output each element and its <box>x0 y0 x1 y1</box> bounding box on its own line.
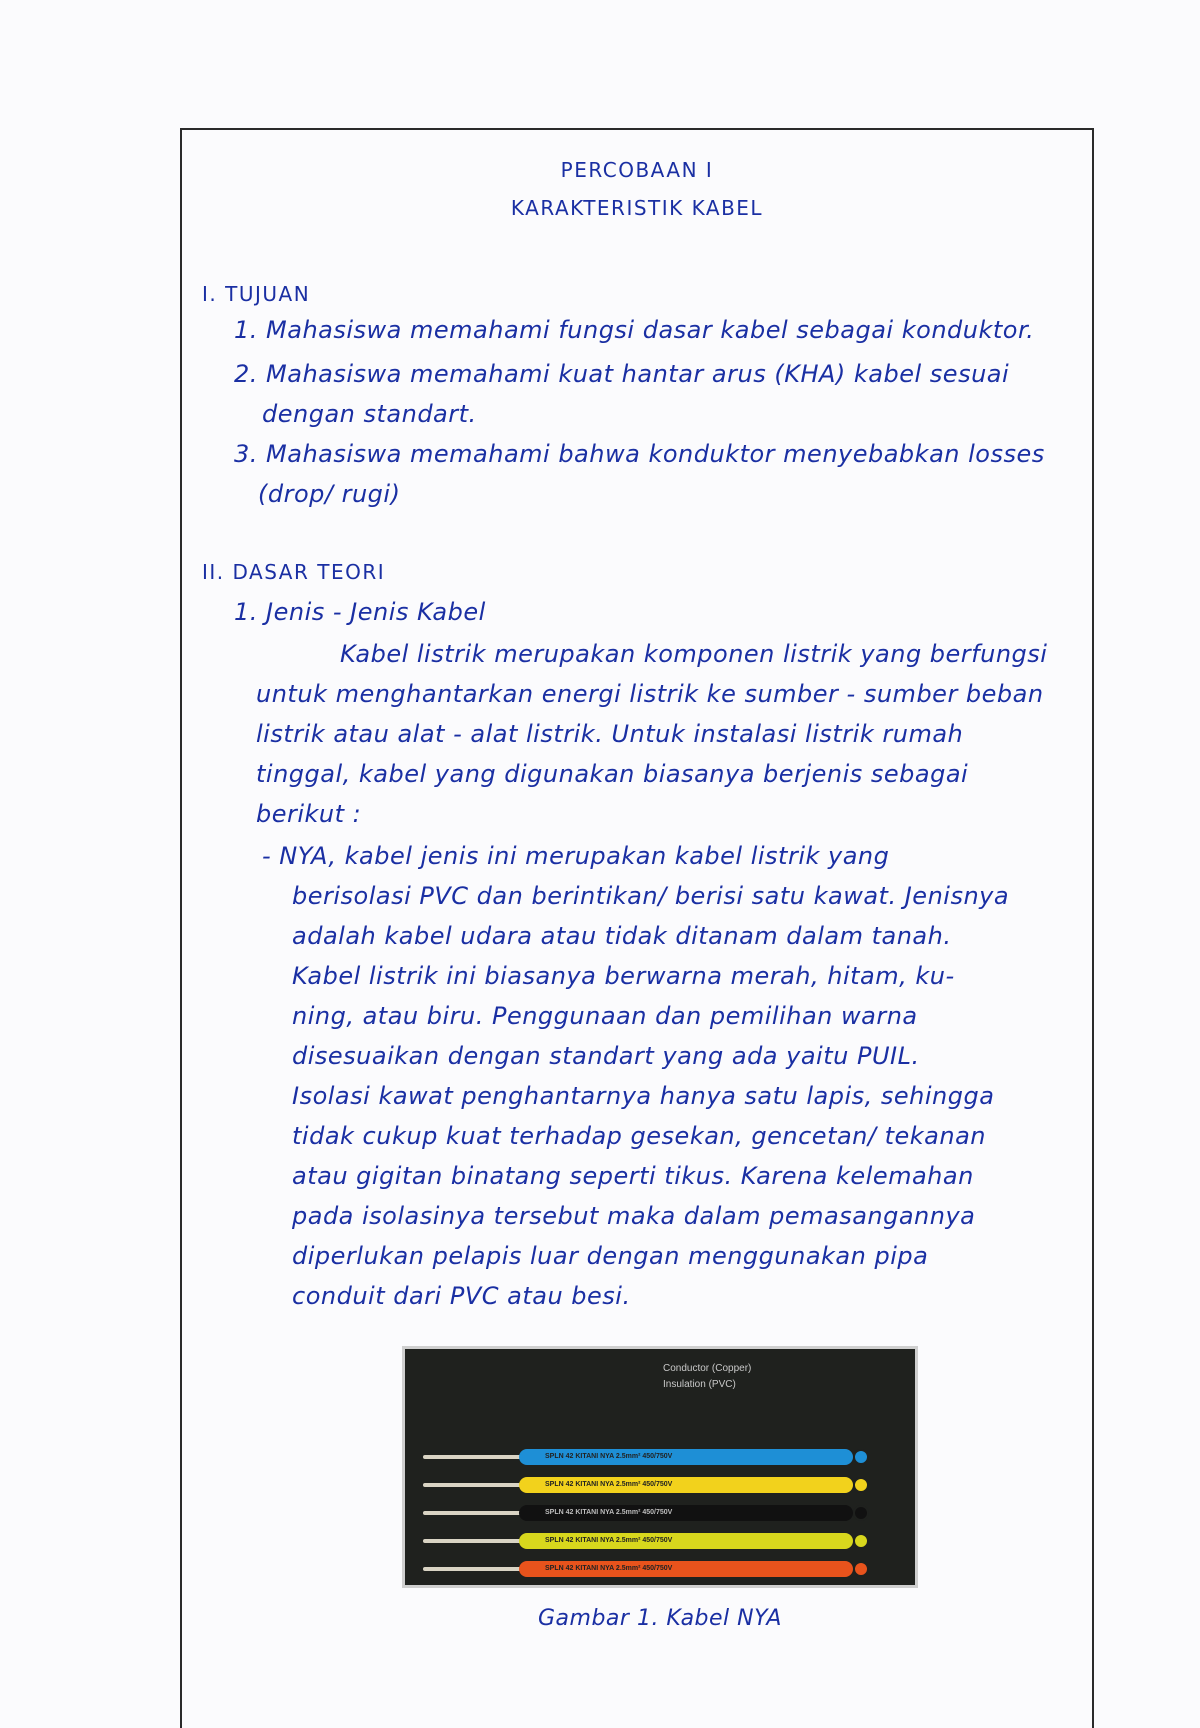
bullet-line-5: ning, atau biru. Penggunaan dan pemilihan warna <box>292 1002 918 1030</box>
tujuan-item-3-cont: (drop/ rugi) <box>258 480 401 508</box>
bullet-line-8: tidak cukup kuat terhadap gesekan, gencetan/ tekanan <box>292 1122 987 1150</box>
label-conductor: Conductor (Copper) <box>663 1363 752 1374</box>
section-dasar-teori-heading: II. DASAR TEORI <box>202 560 386 584</box>
bullet-line-3: adalah kabel udara atau tidak ditanam dalam tanah. <box>292 922 952 950</box>
tujuan-item-2-cont: dengan standart. <box>262 400 477 428</box>
bullet-line-4: Kabel listrik ini biasanya berwarna merah, hitam, ku- <box>292 962 955 990</box>
tujuan-item-2: 2. Mahasiswa memahami kuat hantar arus (KHA) kabel sesuai <box>234 360 1010 388</box>
bullet-line-6: disesuaikan dengan standart yang ada yaitu PUIL. <box>292 1042 920 1070</box>
label-insulation: Insulation (PVC) <box>663 1379 736 1390</box>
paragraph-line-2: untuk menghantarkan energi listrik ke sumber - sumber beban <box>256 680 1044 708</box>
bullet-line-10: pada isolasinya tersebut maka dalam pemasangannya <box>292 1202 976 1230</box>
bullet-line-2: berisolasi PVC dan berintikan/ berisi satu kawat. Jenisnya <box>292 882 1010 910</box>
title-line-2: KARAKTERISTIK KABEL <box>510 196 764 220</box>
tujuan-item-3: 3. Mahasiswa memahami bahwa konduktor menyebabkan losses <box>234 440 1045 468</box>
cable-nya-image: Conductor (Copper) Insulation (PVC) SPLN 42 KITANI NYA 2.5mm² 450/750V SPLN 42 KITANI NYA 2.5mm² 450/750V SPLN 42 KITANI NYA 2.5mm² 450/750V SPLN 42 KITANI NYA 2.5mm² 450/750V SPLN 42 KITANI NYA 2.5mm² 450/750V <box>402 1346 918 1588</box>
paragraph-line-5: berikut : <box>256 800 362 828</box>
bullet-line-7: Isolasi kawat penghantarnya hanya satu lapis, sehingga <box>292 1082 995 1110</box>
paragraph-line-3: listrik atau alat - alat listrik. Untuk instalasi listrik rumah <box>256 720 964 748</box>
bullet-line-9: atau gigitan binatang seperti tikus. Karena kelemahan <box>292 1162 974 1190</box>
bullet-line-12: conduit dari PVC atau besi. <box>292 1282 631 1310</box>
bullet-line-11: diperlukan pelapis luar dengan menggunakan pipa <box>292 1242 929 1270</box>
section-tujuan-heading: I. TUJUAN <box>202 282 311 306</box>
tujuan-item-1: 1. Mahasiswa memahami fungsi dasar kabel sebagai konduktor. <box>234 316 1035 344</box>
paragraph-line-4: tinggal, kabel yang digunakan biasanya berjenis sebagai <box>256 760 969 788</box>
paragraph-line-1: Kabel listrik merupakan komponen listrik yang berfungsi <box>340 640 1048 668</box>
title-line-1: PERCOBAAN I <box>560 158 714 182</box>
bullet-line-1: - NYA, kabel jenis ini merupakan kabel listrik yang <box>262 842 890 870</box>
figure-caption: Gambar 1. Kabel NYA <box>538 1606 782 1631</box>
subsection-jenis-kabel: 1. Jenis - Jenis Kabel <box>234 598 486 626</box>
